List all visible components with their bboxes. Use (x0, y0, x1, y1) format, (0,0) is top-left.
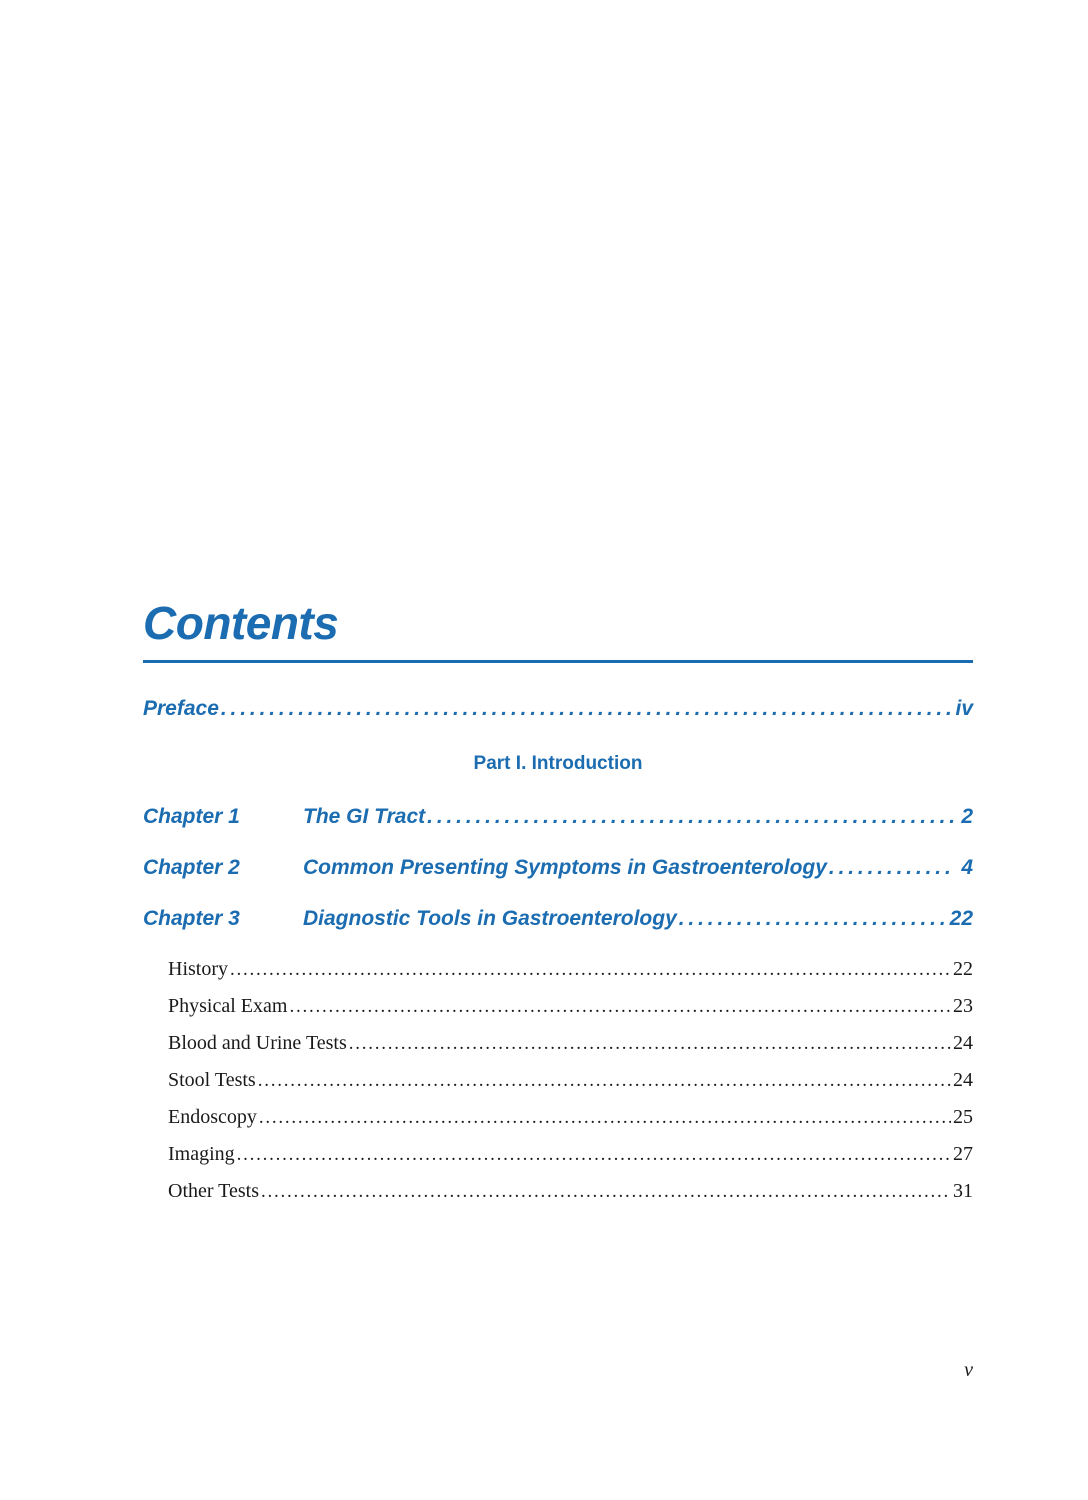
toc-entry-chapter-2[interactable] (143, 856, 973, 880)
dot-leader (221, 697, 954, 721)
chapter-2-label: Chapter 2 (143, 856, 240, 879)
preface-page-number: iv (955, 697, 973, 720)
section-page-number: 24 (953, 1069, 973, 1091)
dot-leader (829, 856, 955, 880)
chapter-2-title: Common Presenting Symptoms in Gastroenterology (303, 856, 827, 879)
chapter-3-label: Chapter 3 (143, 907, 240, 930)
section-title: Physical Exam (168, 995, 288, 1017)
title-divider (143, 660, 973, 663)
section-title: Other Tests (168, 1180, 259, 1202)
section-title: Endoscopy (168, 1106, 257, 1128)
section-page-number: 24 (953, 1032, 973, 1054)
chapter-1-label: Chapter 1 (143, 805, 240, 828)
list-item[interactable] (143, 1069, 973, 1092)
list-item[interactable] (143, 1143, 973, 1166)
list-item[interactable] (143, 1180, 973, 1203)
chapter-3-section-list (143, 958, 973, 1203)
chapter-3-title: Diagnostic Tools in Gastroenterology (303, 907, 677, 930)
section-page-number: 27 (953, 1143, 973, 1165)
chapter-2-page-number: 4 (961, 856, 973, 879)
dot-leader (237, 1143, 951, 1166)
chapter-1-page-number: 2 (961, 805, 973, 828)
toc-content (143, 597, 973, 1217)
preface-label: Preface (143, 697, 219, 720)
list-item[interactable] (143, 958, 973, 981)
chapter-1-title: The GI Tract (303, 805, 426, 828)
list-item[interactable] (143, 1106, 973, 1129)
part-heading: Part I. Introduction (473, 753, 643, 774)
dot-leader (230, 958, 951, 981)
toc-entry-preface[interactable] (143, 697, 973, 721)
section-title: Imaging (168, 1143, 235, 1165)
page-title: Contents (143, 597, 339, 649)
dot-leader (427, 805, 955, 829)
dot-leader (349, 1032, 951, 1055)
section-page-number: 31 (953, 1180, 973, 1202)
dot-leader (261, 1180, 951, 1203)
dot-leader (679, 907, 944, 931)
list-item[interactable] (143, 1032, 973, 1055)
section-page-number: 22 (953, 958, 973, 980)
section-title: History (168, 958, 228, 980)
toc-entry-chapter-1[interactable] (143, 805, 973, 829)
page-folio: v (964, 1359, 973, 1381)
section-page-number: 25 (953, 1106, 973, 1128)
list-item[interactable] (143, 995, 973, 1018)
section-page-number: 23 (953, 995, 973, 1017)
dot-leader (289, 995, 951, 1018)
section-title: Blood and Urine Tests (168, 1032, 347, 1054)
section-title: Stool Tests (168, 1069, 256, 1091)
dot-leader (258, 1069, 951, 1092)
chapter-3-page-number: 22 (949, 907, 973, 930)
toc-entry-chapter-3[interactable] (143, 907, 973, 931)
dot-leader (259, 1106, 951, 1129)
